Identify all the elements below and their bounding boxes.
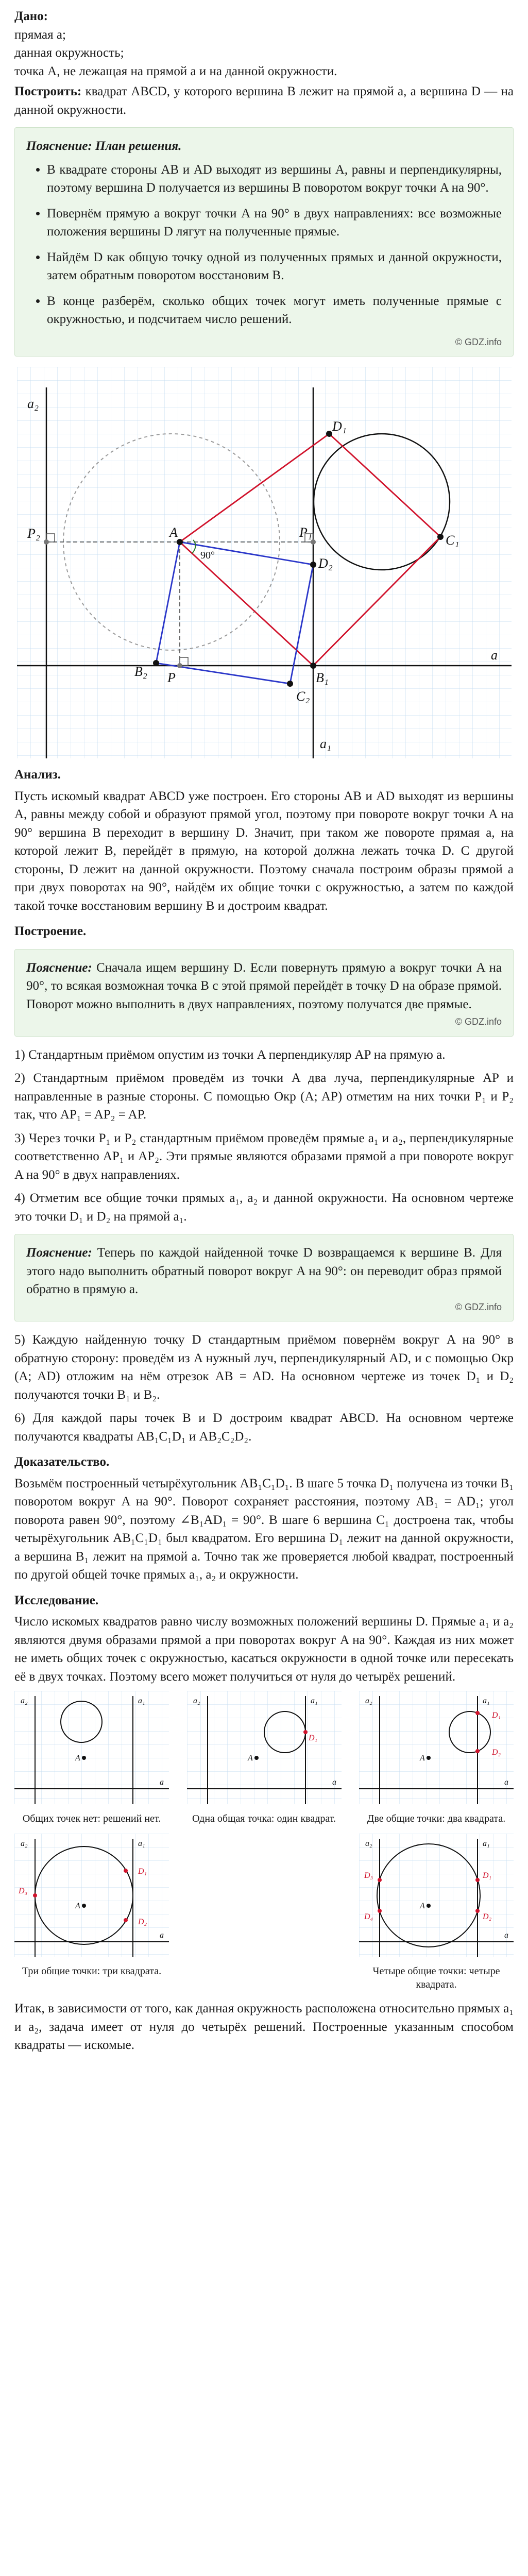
case-figure-3 bbox=[14, 1834, 169, 1957]
construct-label: Построить: bbox=[14, 84, 82, 98]
svg-text:D₁: D₁ bbox=[483, 1871, 492, 1880]
svg-text:a₂: a₂ bbox=[21, 1697, 28, 1706]
svg-text:A: A bbox=[247, 1754, 253, 1763]
label-C1: C₁ bbox=[445, 533, 459, 548]
label-D1: D₁ bbox=[332, 419, 347, 434]
svg-text:a: a bbox=[504, 1930, 508, 1940]
plan-note bbox=[14, 127, 514, 357]
construction-step: 3) Через точки P₁ и P₂ стандартным приёмом проведём прямые a₁ и a₂, перпендикулярные соответственно AP₁ и AP₂. Эти прямые являются образами прямой a при повороте вокруг A на 90° в двух направлениях. bbox=[14, 1131, 514, 1182]
label-a1: a₁ bbox=[319, 736, 331, 752]
point-b1 bbox=[310, 663, 316, 669]
point-c1 bbox=[437, 534, 444, 540]
main-construction-figure bbox=[17, 367, 512, 758]
svg-text:D₄: D₄ bbox=[364, 1912, 373, 1921]
svg-text:D₃: D₃ bbox=[364, 1871, 373, 1880]
given-label: Дано: bbox=[14, 9, 48, 23]
plan-item: • Повернём прямую a вокруг точки A на 90° в двух направлениях: все возможные положения вершины D лягут на полученные прямые. bbox=[47, 205, 502, 241]
label-D2: D₂ bbox=[318, 556, 333, 571]
construction-note-1 bbox=[14, 949, 514, 1037]
svg-text:a: a bbox=[160, 1778, 164, 1787]
construction-step: 1) Стандартным приёмом опустим из точки A перпендикуляр AP на прямую a. bbox=[14, 1047, 446, 1062]
point-b2 bbox=[153, 660, 159, 666]
construction-note-2 bbox=[14, 1234, 514, 1321]
note1-text: Сначала ищем вершину D. Если повернуть прямую a вокруг точки A на 90°, то всякая возможная точка B с этой прямой перейдёт в точку D на образе прямой. Поворот можно выполнить в двух направлениях, поэтому получатся две прямые. bbox=[26, 960, 502, 1011]
plan-item: • В квадрате стороны AB и AD выходят из вершины A, равны и перпендикулярны, поэтому вершина D получается из вершины B поворотом вокруг точки A на 90°. bbox=[47, 161, 502, 197]
note2-text: Теперь по каждой найденной точке D возвращаемся к вершине B. Для этого надо выполнить обратный поворот вокруг A на 90°: он переводит образ прямой обратно в прямую a. bbox=[26, 1246, 502, 1297]
svg-text:A: A bbox=[75, 1754, 80, 1763]
proof-label: Доказательство. bbox=[14, 1455, 110, 1469]
point-d2 bbox=[310, 562, 316, 568]
label-a2: a₂ bbox=[27, 396, 39, 412]
case-caption: Две общие точки: два квадрата. bbox=[367, 1812, 506, 1824]
svg-text:A: A bbox=[75, 1901, 80, 1910]
case-caption: Четыре общие точки: четыре квадрата. bbox=[372, 1965, 500, 1991]
construction-step: 2) Стандартным приёмом проведём из точки A два луча, перпендикулярные AP и направленные в разные стороны. С помощью Окр (A; AP) отметим на них точки P₁ и P₂ так, что AP₁ = AP₂ = AP. bbox=[14, 1071, 514, 1122]
construction-step: 6) Для каждой пары точек B и D достроим квадрат ABCD. На основном чертеже получаются квадраты AB₁C₁D₁ и AB₂C₂D₂. bbox=[14, 1411, 514, 1444]
construction-step: 5) Каждую найденную точку D стандартным приёмом повернём вокруг A на 90° в обратную сторону: проведём из A нужный луч, перпендикулярный AD, и с помощью Окр (A; AD) отложим на нём отрезок AB = AD. На основном чертеже из точек D₁ и D₂ получаются точки B₁ и B₂. bbox=[14, 1333, 514, 1402]
point-p bbox=[177, 663, 182, 668]
given-block bbox=[14, 7, 514, 119]
svg-text:D₃: D₃ bbox=[19, 1886, 28, 1895]
case-caption: Общих точек нет: решений нет. bbox=[22, 1812, 161, 1824]
construct-text: квадрат ABCD, у которого вершина B лежит на прямой a, а вершина D — на данной окружности. bbox=[14, 84, 514, 117]
svg-text:D₂: D₂ bbox=[138, 1917, 147, 1926]
label-angle: 90° bbox=[200, 550, 215, 562]
svg-text:a₁: a₁ bbox=[483, 1697, 490, 1706]
plan-title: Пояснение: План решения. bbox=[26, 139, 182, 153]
point-p2 bbox=[44, 539, 49, 545]
case-cell bbox=[14, 1691, 169, 1825]
svg-text:A: A bbox=[420, 1754, 425, 1763]
svg-text:A: A bbox=[420, 1901, 425, 1910]
svg-text:D₁: D₁ bbox=[492, 1711, 501, 1720]
plan-credit: © GDZ.info bbox=[455, 336, 502, 347]
label-a: a bbox=[490, 648, 498, 663]
plan-item: • Найдём D как общую точку одной из полученных прямых и данной окружности, затем обратным поворотом восстановим B. bbox=[47, 248, 502, 285]
construction-step: 4) Отметим все общие точки прямых a₁, a₂ и данной окружности. На основном чертеже это точки D₁ и D₂ на прямой a₁. bbox=[14, 1191, 514, 1224]
svg-text:a₂: a₂ bbox=[365, 1697, 372, 1706]
label-C2: C₂ bbox=[296, 689, 310, 704]
investigation-label: Исследование. bbox=[14, 1593, 99, 1607]
svg-text:a₂: a₂ bbox=[21, 1839, 28, 1848]
svg-text:D₁: D₁ bbox=[138, 1867, 147, 1876]
svg-text:D₂: D₂ bbox=[492, 1748, 501, 1757]
cases-grid bbox=[14, 1691, 514, 1999]
svg-text:a₁: a₁ bbox=[138, 1697, 145, 1706]
case-cell bbox=[187, 1691, 342, 1825]
label-A: A bbox=[169, 525, 178, 540]
given-line-2: данная окружность; bbox=[14, 46, 124, 60]
note2-credit: © GDZ.info bbox=[455, 1301, 502, 1312]
note1-title: Пояснение: bbox=[26, 960, 92, 975]
point-d1 bbox=[326, 431, 332, 437]
case-figure-2 bbox=[359, 1691, 514, 1804]
svg-text:a: a bbox=[160, 1930, 164, 1940]
svg-text:D₂: D₂ bbox=[483, 1912, 492, 1921]
given-line-3: точка A, не лежащая на прямой a и на данной окружности. bbox=[14, 64, 337, 78]
analysis-text: Пусть искомый квадрат ABCD уже построен. Его стороны AB и AD выходят из вершины A, равны между собой и образуют прямой угол, поэтому при повороте вокруг точки A на 90° вершина B переходит в вершину D. Значит, при таком же повороте прямая a, на которой лежит B, перейдёт в прямую, на которой должна лежать точка D. С другой стороны, D лежит на данной окружности. Поэтому сначала построим образы прямой a при двух поворотах на 90°, найдём их общие точки с окружностью, а затем по каждой такой точке восстановим вершину B и достроим квадрат. bbox=[14, 789, 514, 913]
svg-text:a₁: a₁ bbox=[310, 1697, 318, 1706]
investigation-text: Число искомых квадратов равно числу возможных положений вершины D. Прямые a₁ и a₂ являются двумя образами прямой a при поворотах вокруг A на 90°. Каждая из них может не иметь общих точек с окружностью, касаться окружности в одной точке или пересекать её в двух точках. Поэтому всего может получиться от нуля до четырёх решений. bbox=[14, 1615, 514, 1684]
construction-label: Построение. bbox=[14, 924, 87, 939]
svg-text:a₁: a₁ bbox=[138, 1839, 145, 1848]
analysis-label: Анализ. bbox=[14, 768, 61, 782]
given-line-1: прямая a; bbox=[14, 27, 66, 42]
point-c2 bbox=[287, 681, 293, 687]
final-text: Итак, в зависимости от того, как данная окружность расположена относительно прямых a₁ и a₂, задача имеет от нуля до четырёх решений. Построенные указанным способом квадраты — искомые. bbox=[14, 2002, 514, 2053]
plan-item: • В конце разберём, сколько общих точек могут иметь полученные прямые с окружностью, и подсчитаем число решений. bbox=[47, 292, 502, 329]
point-p1 bbox=[311, 539, 316, 545]
svg-text:a₁: a₁ bbox=[483, 1839, 490, 1848]
case-caption: Три общие точки: три квадрата. bbox=[22, 1965, 162, 1977]
case-cell bbox=[359, 1834, 514, 1992]
case-caption: Одна общая точка: один квадрат. bbox=[192, 1812, 336, 1824]
case-figure-4 bbox=[359, 1834, 514, 1957]
note2-title: Пояснение: bbox=[26, 1246, 92, 1260]
proof-text: Возьмём построенный четырёхугольник AB₁C₁D₁. В шаге 5 точка D₁ получена из точки B₁ поворотом вокруг A на 90°. Поворот сохраняет расстояния, поэтому AB₁ = AD₁; угол поворота равен 90°, поэтому ∠B₁AD₁ = 90°. В шаге 6 вершина C₁ достроена так, чтобы четырёхугольник AB₁C₁D₁ был квадратом. Его вершина D₁ лежит на данной окружности, а вершина B₁ лежит на прямой a. Точно так же проверяется любой квадрат, построенный по другой общей точке прямых a₁, a₂ и окружности. bbox=[14, 1476, 514, 1582]
label-P: P bbox=[167, 670, 176, 686]
case-cell bbox=[359, 1691, 514, 1825]
svg-text:a₂: a₂ bbox=[365, 1839, 372, 1848]
svg-text:a: a bbox=[504, 1778, 508, 1787]
svg-text:a: a bbox=[332, 1778, 336, 1787]
note1-credit: © GDZ.info bbox=[455, 1016, 502, 1027]
label-B1: B₁ bbox=[315, 670, 329, 686]
label-B2: B₂ bbox=[134, 664, 147, 680]
case-cell bbox=[14, 1834, 169, 1992]
svg-text:a₂: a₂ bbox=[193, 1697, 200, 1706]
label-P1: P₁ bbox=[299, 525, 312, 540]
grid-background bbox=[17, 367, 512, 758]
svg-text:D₁: D₁ bbox=[308, 1734, 317, 1743]
case-figure-0 bbox=[14, 1691, 169, 1804]
label-P2: P₂ bbox=[27, 526, 40, 541]
case-figure-1 bbox=[187, 1691, 342, 1804]
plan-list bbox=[26, 161, 502, 329]
